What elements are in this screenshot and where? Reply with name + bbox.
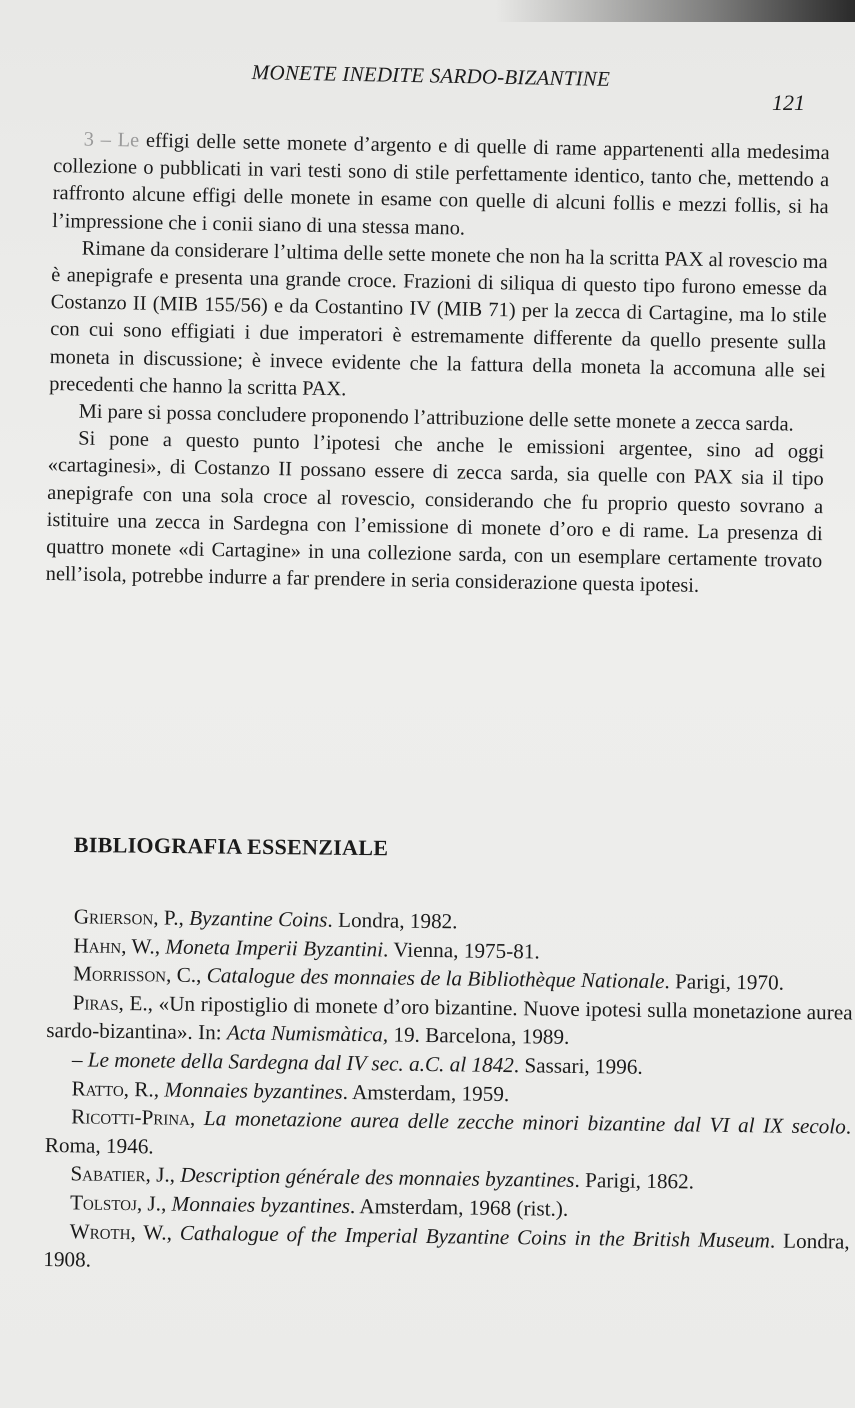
entry-author: Grierson	[73, 904, 154, 930]
paragraph-text: Mi pare si possa concludere proponendo l’attribuzione delle sette monete a zecca sarda.	[78, 400, 794, 436]
bibliography-list	[43, 902, 854, 1284]
entry-work-title: Cathalogue of the Imperial Byzantine Coins in the British Museum	[179, 1220, 771, 1253]
entry-publication: . Vienna, 1975-81.	[382, 936, 540, 964]
entry-work-title: Acta Numismàtica,	[226, 1020, 389, 1047]
paragraph	[46, 425, 825, 602]
paragraph	[49, 235, 828, 412]
entry-author: Hahn	[73, 932, 122, 958]
entry-details: , J.,	[136, 1191, 172, 1216]
entry-work-title: Monnaies byzantines	[164, 1077, 343, 1104]
entry-publication: . Parigi, 1970.	[664, 969, 785, 995]
bibliography-entry	[46, 988, 853, 1056]
entry-author: Wroth	[69, 1218, 131, 1244]
entry-author: Ratto	[71, 1075, 124, 1101]
entry-details: , R.,	[123, 1076, 165, 1102]
entry-details: ,	[189, 1106, 205, 1131]
entry-details: –	[71, 1047, 88, 1072]
entry-work-title: Monnaies byzantines	[171, 1191, 351, 1218]
entry-publication: 19. Barcelona, 1989.	[388, 1022, 570, 1050]
entry-work-title: La monetazione aurea delle zecche minori bizantine dal VI al IX secolo	[203, 1106, 847, 1139]
entry-work-title: Moneta Imperii Byzantini	[165, 934, 384, 961]
entry-details: , E., «Un ripostiglio di monete d’oro bizantine. Nuove ipotesi sulla monetazione aurea sardo-bizantina». In:	[46, 990, 853, 1045]
entry-details: , P.,	[153, 905, 190, 930]
entry-work-title: Byzantine Coins	[189, 905, 328, 932]
paragraph-text: Rimane da considerare l’ultima delle sette monete che non ha la scritta PAX al rovescio ma è anepigrafe e presenta una grande croce. Frazioni di siliqua di questo tipo furono emesse da Costanzo II (MIB 155/56) e da Costantino IV (MIB 71) per la zecca di Cartagine, ma lo stile con cui sono effigiati i due imperatori è estremamente differente da quello presente sulla moneta in discussione; è invece evidente che la fattura della moneta la accomuna alle sei precedenti che hanno la scritta PAX.	[49, 237, 828, 401]
paragraph-text: Si pone a questo punto l’ipotesi che anche le emissioni argentee, sino ad oggi «cartaginesi», di Costanzo II possano essere di zecca sarda, sia quelle con PAX sia il tipo anepigrafe con una sola croce al rovescio, considerando che fu proprio questo sovrano a istituire una zecca in Sardegna con l’emissione di monete d’oro e di rame. La presenza di quattro monete «di Cartagine» in una collezione sarda, con un esemplare certamente trovato nell’isola, potrebbe indurre a far prendere in seria considerazione questa ipotesi.	[45, 427, 825, 598]
bibliography-entry	[43, 1217, 850, 1285]
entry-author: Sabatier	[70, 1161, 146, 1187]
entry-details: , J.,	[145, 1162, 181, 1188]
bibliography-entry	[45, 1102, 852, 1170]
entry-publication: . Londra, 1982.	[327, 907, 458, 934]
entry-details: , C.,	[165, 962, 207, 988]
paragraph	[52, 126, 830, 249]
page-number: 121	[772, 90, 805, 115]
entry-work-title: Le monete della Sardegna dal IV sec. a.C. al 1842	[87, 1047, 514, 1078]
entry-publication: . Londra, 1908.	[43, 1228, 850, 1272]
entry-author: Morrisson	[72, 961, 167, 987]
entry-author: Tolstoj	[69, 1190, 138, 1216]
entry-publication: . Sassari, 1996.	[513, 1053, 643, 1079]
entry-publication: . Amsterdam, 1959.	[342, 1079, 510, 1106]
paragraph-text: effigi delle sette monete d’argento e di quelle di rame appartenenti alla medesima collezione o pubblicati in vari testi sono di stile perfettamente identico, tanto che, mettendo a raffronto alcune effigi delle monete in esame con quelle di alcuni follis e mezzi follis, si ha l’impressione che i conii siano di una stessa mano.	[52, 129, 830, 240]
entry-publication: . Amsterdam, 1968 (rist.).	[349, 1193, 569, 1221]
entry-work-title: Catalogue des monnaies de la Bibliothèque Nationale	[206, 963, 665, 994]
page-edge-shadow	[495, 0, 855, 22]
entry-details: , W.,	[130, 1219, 181, 1245]
bibliography-heading: BIBLIOGRAFIA ESSENZIALE	[73, 832, 389, 861]
body-text	[46, 126, 830, 603]
entry-author: Piras	[72, 990, 119, 1015]
entry-work-title: Description générale des monnaies byzantines	[180, 1163, 575, 1193]
running-title: MONETE INEDITE SARDO-BIZANTINE	[251, 60, 611, 91]
entry-publication: . Roma, 1946.	[44, 1114, 852, 1159]
entry-publication: . Parigi, 1862.	[574, 1168, 695, 1194]
entry-author: Ricotti-Prina	[71, 1104, 191, 1131]
entry-details: , W.,	[121, 933, 166, 959]
faded-text: 3 – Le	[83, 128, 140, 152]
